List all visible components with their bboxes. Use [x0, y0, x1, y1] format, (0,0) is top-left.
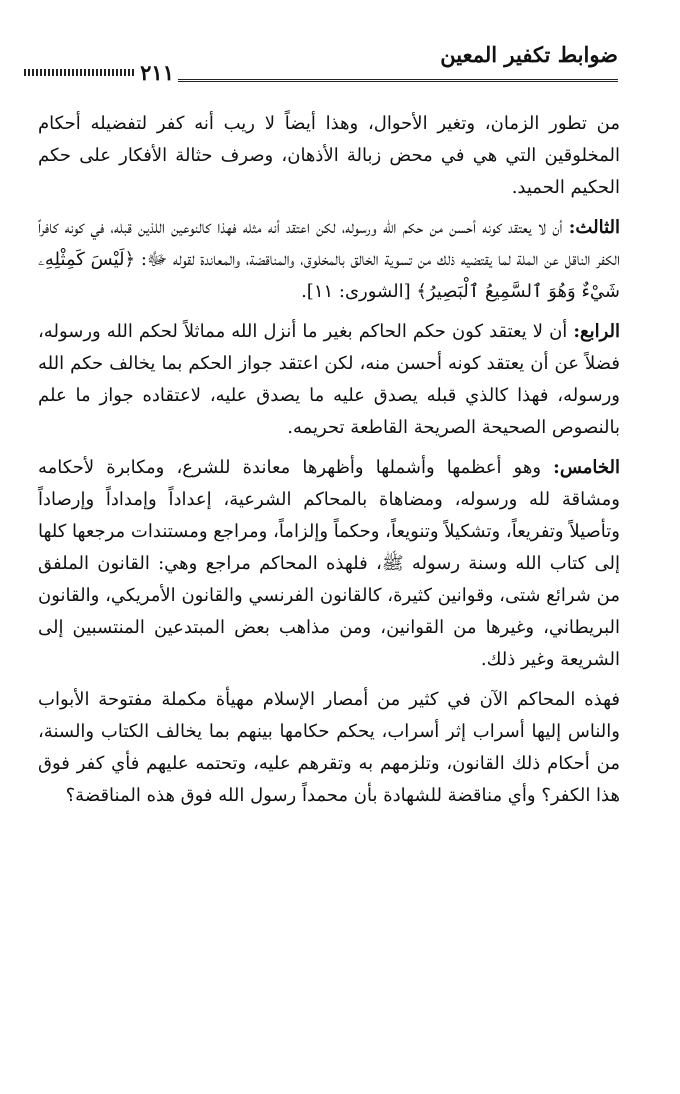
term-fourth: الرابع:: [573, 321, 620, 342]
paragraph-third-text: أن لا يعتقد كونه أحسن من حكم الله ورسوله، لكن اعتقد أنه مثله فهذا كالنوعين اللذين قبله، في كونه كافراً الكفر الناقل عن الملة لما يقتضيه ذلك من تسوية الخالق بالمخلوق، والمناقضة، والمعاندة لقوله ﷻ:: [38, 217, 620, 270]
term-fifth: الخامس:: [553, 457, 620, 478]
paragraph-third: [38, 212, 620, 308]
paragraph-last: فهذه المحاكم الآن في كثير من أمصار الإسلام مهيأة مكملة مفتوحة الأبواب والناس إليها أسراب إثر أسراب، يحكم حكامها بينهم بما يخالف الكتاب والسنة، من أحكام ذلك القانون، وتلزمهم به وتقرهم عليه، وتحتمه عليهم فأي كفر فوق هذا الكفر؟ وأي مناقضة للشهادة بأن محمداً رسول الله فوق هذه المناقضة؟: [38, 689, 620, 806]
decorative-rule: [24, 69, 134, 76]
paragraph-fifth: [38, 452, 620, 676]
paragraph-fifth-text: وهو أعظمها وأشملها وأظهرها معاندة للشرع، ومكابرة لأحكامه ومشاقة لله ورسوله، ومضاهاة بالمحاكم الشرعية، إعداداً وإمداداً وإرصاداً وتأصيلاً وتفريعاً، وتشكيلاً وتنويعاً، وحكماً وإلزاماً، ومراجع ومستندات مرجعها كلها إلى كتاب الله وسنة رسوله ﷺ، فلهذه المحاكم مراجع وهي: القانون الملفق من شرائع شتى، وقوانين كثيرة، كالقانون الفرنسي والقانون الأمريكي، والقانون البريطاني، وغيرها من القوانين، ومن مذاهب بعض المبتدعين المنتسبين إلى الشريعة وغير ذلك.: [38, 457, 620, 670]
page-number: ٢١١: [140, 60, 174, 85]
verse-reference: [الشورى: ١١].: [301, 281, 417, 302]
paragraph-fourth: [38, 316, 620, 444]
page-body: [38, 108, 620, 812]
running-head-title: ضوابط تكفير المعين: [440, 42, 618, 67]
term-third: الثالث:: [568, 217, 620, 238]
quran-verse: ﴿لَيْسَ كَمِثْلِهِۦ شَيْءٌ وَهُوَ ٱلسَّمِيعُ ٱلْبَصِيرُ﴾: [38, 249, 620, 302]
paragraph-fourth-text: أن لا يعتقد كون حكم الحاكم بغير ما أنزل الله مماثلاً لحكم الله ورسوله، فضلاً عن أن يعتقد كونه أحسن منه، لكن اعتقد جواز الحكم بما يخالف حكم الله ورسوله، فهذا كالذي قبله يصدق عليه ما يصدق عليه، لاعتقاده جواز ما علم بالنصوص الصحيحة الصريحة القاطعة تحريمه.: [38, 321, 620, 438]
header-rule: [178, 79, 618, 82]
paragraph-1: من تطور الزمان، وتغير الأحوال، وهذا أيضاً لا ريب أنه كفر لتفضيله أحكام المخلوقين التي هي في محض زبالة الأذهان، وصرف حثالة الأفكار على حكم الحكيم الحميد.: [38, 113, 620, 198]
page-number-group: [24, 60, 174, 85]
